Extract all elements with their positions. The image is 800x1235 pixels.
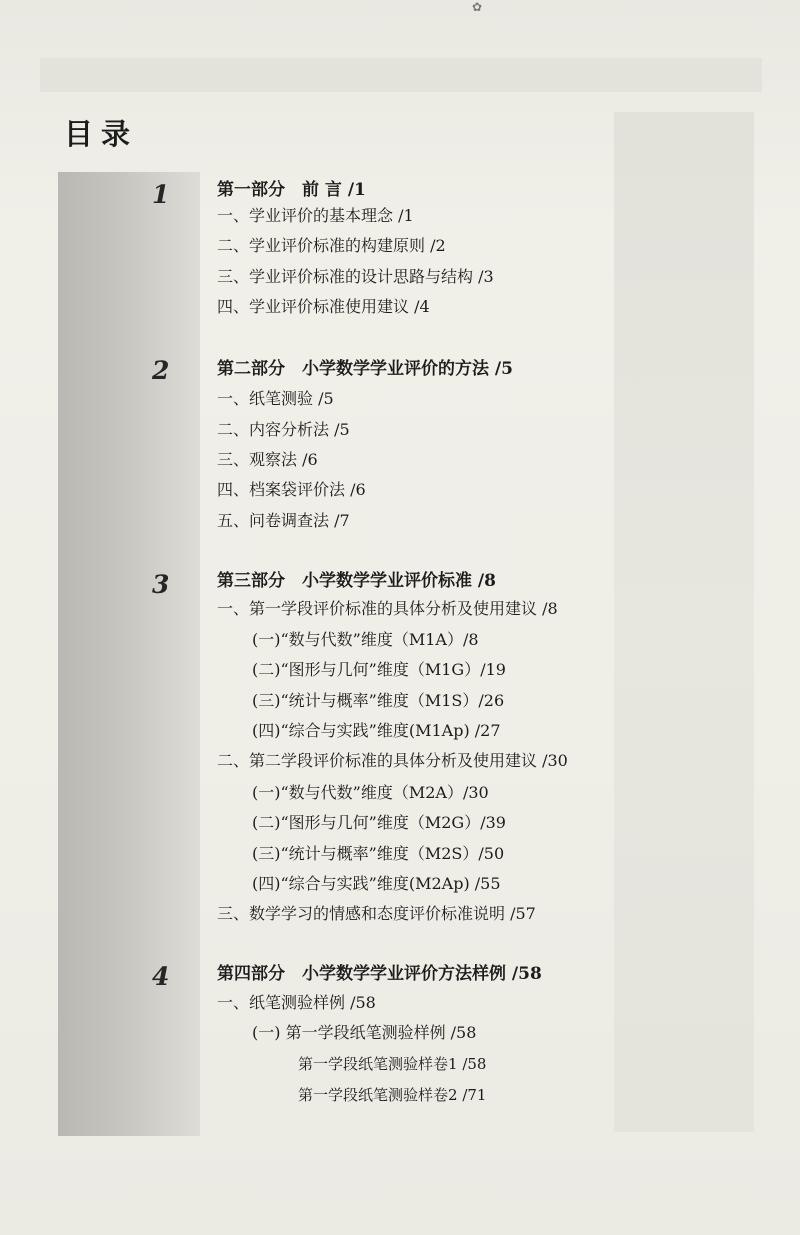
- part-number: 3: [152, 570, 170, 599]
- toc-entry[interactable]: 第一学段纸笔测验样卷2 /71: [298, 1086, 487, 1104]
- toc-entry[interactable]: 四、学业评价标准使用建议 /4: [217, 297, 430, 316]
- toc-entry[interactable]: (三)“统计与概率”维度（M2S）/50: [252, 844, 505, 863]
- toc-entry[interactable]: 三、数学学习的情感和态度评价标准说明 /57: [217, 904, 536, 923]
- toc-entry[interactable]: 一、纸笔测验 /5: [217, 389, 334, 408]
- toc-entry[interactable]: 五、问卷调查法 /7: [217, 511, 350, 530]
- toc-entry[interactable]: 一、纸笔测验样例 /58: [217, 993, 376, 1012]
- toc-entry[interactable]: (一)“数与代数”维度（M1A）/8: [252, 630, 479, 649]
- toc-entry[interactable]: (三)“统计与概率”维度（M1S）/26: [252, 691, 505, 710]
- toc-part-heading[interactable]: 第一部分 前 言 /1: [217, 180, 366, 200]
- toc-entry[interactable]: (四)“综合与实践”维度(M1Ap) /27: [252, 721, 501, 740]
- part-number: 4: [152, 962, 170, 991]
- toc-part-heading[interactable]: 第四部分 小学数学学业评价方法样例 /58: [217, 964, 542, 984]
- toc-entry[interactable]: (四)“综合与实践”维度(M2Ap) /55: [252, 874, 501, 893]
- paper-speck: ✿: [472, 0, 483, 14]
- toc-entry[interactable]: 二、学业评价标准的构建原则 /2: [217, 236, 446, 255]
- page-title: 目录: [64, 117, 139, 151]
- toc-entry[interactable]: 一、第一学段评价标准的具体分析及使用建议 /8: [217, 599, 558, 618]
- toc-entry[interactable]: (二)“图形与几何”维度（M1G）/19: [252, 660, 506, 679]
- toc-entry[interactable]: 一、学业评价的基本理念 /1: [217, 206, 414, 225]
- part-number-sidebar: [58, 172, 200, 1136]
- toc-entry[interactable]: 三、观察法 /6: [217, 450, 318, 469]
- toc-entry[interactable]: (二)“图形与几何”维度（M2G）/39: [252, 813, 506, 832]
- toc-entry[interactable]: 四、档案袋评价法 /6: [217, 480, 366, 499]
- part-number: 2: [152, 356, 170, 385]
- toc-entry[interactable]: (一)“数与代数”维度（M2A）/30: [252, 783, 489, 802]
- toc-entry[interactable]: 第一学段纸笔测验样卷1 /58: [298, 1055, 487, 1073]
- bleed-through-block: [614, 112, 754, 1132]
- toc-entry[interactable]: 二、内容分析法 /5: [217, 420, 350, 439]
- toc-part-heading[interactable]: 第三部分 小学数学学业评价标准 /8: [217, 571, 496, 591]
- bleed-through-band: [40, 58, 762, 92]
- toc-entry[interactable]: (一) 第一学段纸笔测验样例 /58: [252, 1023, 477, 1042]
- toc-entry[interactable]: 二、第二学段评价标准的具体分析及使用建议 /30: [217, 751, 568, 770]
- toc-entry[interactable]: 三、学业评价标准的设计思路与结构 /3: [217, 267, 494, 286]
- part-number: 1: [152, 180, 170, 209]
- toc-part-heading[interactable]: 第二部分 小学数学学业评价的方法 /5: [217, 359, 513, 379]
